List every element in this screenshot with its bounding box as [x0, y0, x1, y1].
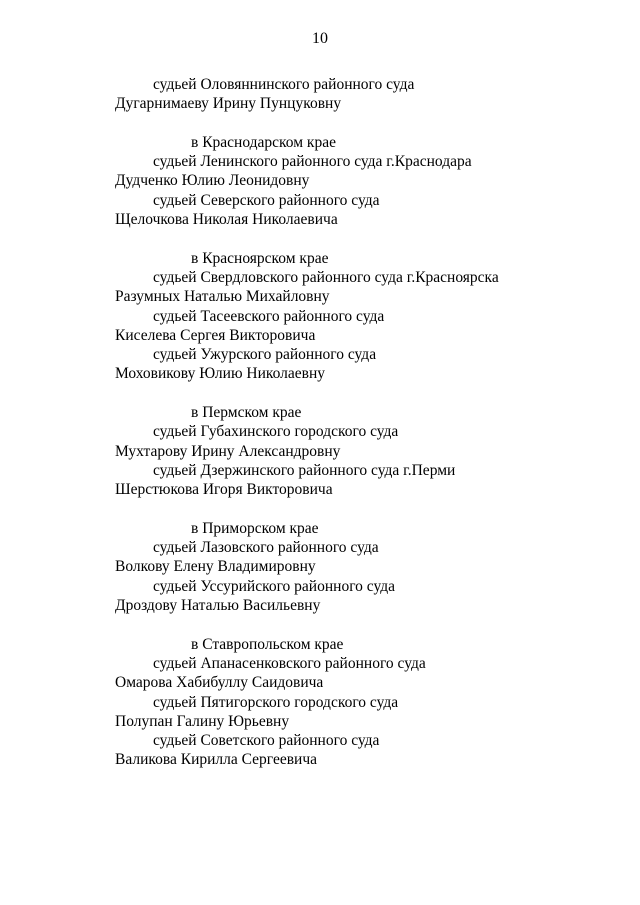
court-appointment: судьей Апанасенковского районного суда: [153, 654, 426, 672]
region-heading: в Краснодарском крае: [191, 133, 336, 151]
court-appointment: судьей Ужурского районного суда: [153, 346, 377, 364]
region-heading: в Пермском крае: [191, 404, 302, 422]
judge-name: Шерстюкова Игоря Викторовича: [115, 481, 333, 499]
court-appointment: судьей Лазовского районного суда: [153, 539, 379, 557]
judge-name: Дудченко Юлию Леонидовну: [115, 172, 310, 190]
judge-name: Омарова Хабибуллу Саидовича: [115, 674, 324, 692]
court-appointment: судьей Северского районного суда: [153, 191, 380, 209]
judge-name: Волкову Елену Владимировну: [115, 558, 316, 576]
section-primorsky: [0, 519, 640, 615]
document-body: [0, 75, 640, 770]
judge-name: Щелочкова Николая Николаевича: [115, 211, 338, 229]
judge-name: Разумных Наталью Михайловну: [115, 288, 330, 306]
region-heading: в Приморском крае: [191, 519, 319, 537]
section-perm: [0, 403, 640, 499]
judge-name: Валикова Кирилла Сергеевича: [115, 751, 318, 769]
court-appointment: судьей Уссурийского районного суда: [153, 577, 396, 595]
court-appointment: судьей Свердловского районного суда г.Красноярска: [153, 268, 499, 286]
court-appointment: судьей Оловяннинского районного суда: [153, 76, 415, 93]
judge-name: Дроздову Наталью Васильевну: [115, 597, 321, 615]
section-krasnoyarsk: [0, 249, 640, 384]
court-appointment: судьей Ленинского районного суда г.Краснодара: [153, 153, 472, 171]
court-appointment: судьей Дзержинского районного суда г.Перми: [153, 461, 456, 479]
court-appointment: судьей Тасеевского районного суда: [153, 307, 385, 325]
section-continuation: [0, 75, 640, 114]
judge-name: Моховикову Юлию Николаевну: [115, 365, 326, 383]
judge-name: Мухтарову Ирину Александровну: [115, 442, 341, 460]
section-krasnodar: [0, 133, 640, 229]
judge-name: Дугарнимаеву Ирину Пунцуковну: [115, 95, 342, 113]
region-heading: в Красноярском крае: [191, 249, 329, 267]
judge-name: Киселева Сергея Викторовича: [115, 326, 316, 344]
page-number: 10: [312, 30, 328, 47]
judge-name: Полупан Галину Юрьевну: [115, 712, 290, 730]
region-heading: в Ставропольском крае: [191, 635, 344, 653]
court-appointment: судьей Советского районного суда: [153, 732, 380, 750]
court-appointment: судьей Пятигорского городского суда: [153, 693, 399, 711]
section-stavropol: [0, 635, 640, 770]
court-appointment: судьей Губахинского городского суда: [153, 423, 399, 441]
